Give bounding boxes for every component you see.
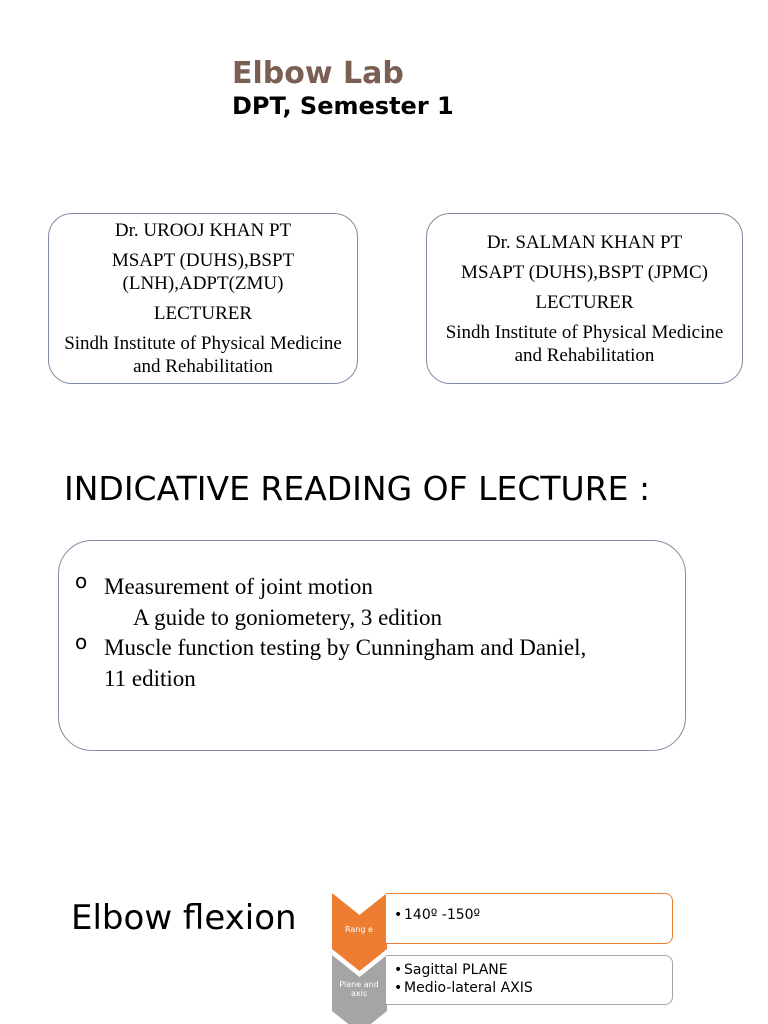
instructor-card-salman (426, 213, 743, 384)
reading-item (75, 632, 665, 694)
instructor-institute: Sindh Institute of Physical Medicine and Rehabilitation (64, 333, 342, 377)
elbow-flexion-heading: Elbow flexion (71, 898, 297, 938)
bullet-dot-icon: • (394, 980, 403, 996)
page-title: Elbow Lab (232, 56, 404, 91)
reading-list (58, 540, 686, 751)
instructor-name: Dr. UROOJ KHAN PT (114, 220, 292, 241)
axis-value: Medio-lateral AXIS (404, 980, 533, 996)
instructor-name: Dr. SALMAN KHAN PT (486, 231, 683, 253)
instructor-institute: Sindh Institute of Physical Medicine and Rehabilitation (445, 321, 724, 366)
plane-value: Sagittal PLANE (404, 962, 508, 978)
bullet-circle-icon: o (75, 569, 88, 593)
instructor-card-urooj (48, 213, 358, 384)
page-subtitle: DPT, Semester 1 (232, 92, 454, 120)
range-label: Rang e (345, 925, 373, 934)
list-item (386, 961, 672, 979)
range-value: 140º -150º (404, 907, 481, 923)
reading-item-detail: 11 edition (104, 666, 196, 691)
instructor-qualifications: MSAPT (DUHS),BSPT (JPMC) (461, 261, 708, 283)
instructor-qualifications: MSAPT (DUHS),BSPT (LNH),ADPT(ZMU) (111, 250, 295, 294)
plane-axis-label: Plane and axis (339, 980, 379, 998)
reading-item (75, 571, 665, 633)
reading-item-title: Muscle function testing by Cunningham and Daniel, (104, 635, 587, 660)
instructor-role: LECTURER (153, 303, 253, 324)
list-item (386, 906, 672, 924)
bullet-circle-icon: o (75, 630, 88, 654)
reading-heading: INDICATIVE READING OF LECTURE : (64, 469, 651, 508)
bullet-dot-icon: • (394, 962, 403, 978)
plane-axis-info-box (386, 955, 673, 1005)
reading-item-detail: A guide to goniometery, 3 edition (133, 605, 442, 630)
bullet-dot-icon: • (394, 907, 403, 923)
instructor-role: LECTURER (535, 291, 634, 313)
list-item (386, 979, 672, 997)
range-info-box (386, 893, 673, 944)
reading-item-title: Measurement of joint motion (104, 574, 373, 599)
